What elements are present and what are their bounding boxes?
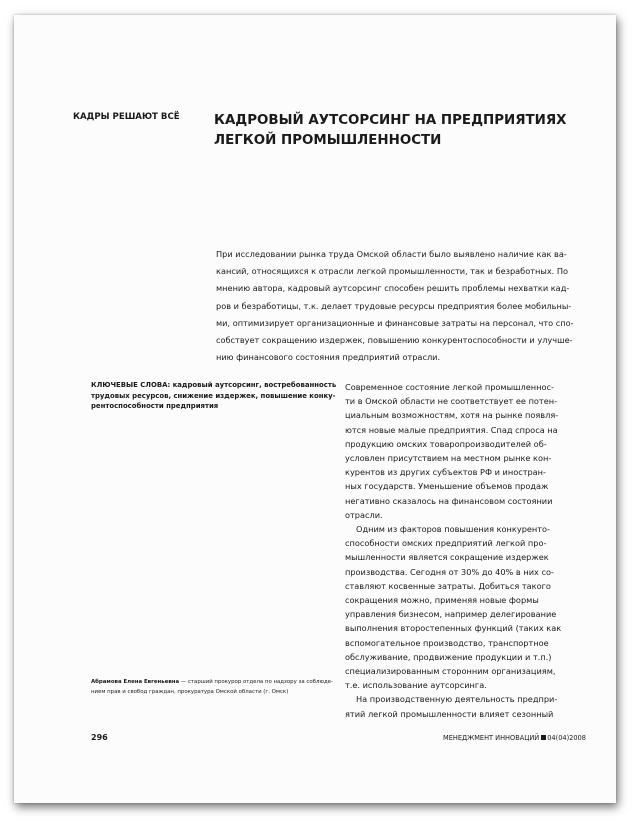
abstract — [216, 246, 592, 366]
body-line: курентов из других субъектов РФ и иностран- — [345, 467, 546, 478]
body-column — [345, 380, 595, 721]
abstract-line: ров и безработицы, т.к. делает трудовые ресурсы предприятия более мобильны- — [216, 300, 572, 311]
keywords-line: рентоспособности предприятия — [91, 402, 219, 411]
body-line: управления бизнесом, например делегирование — [345, 609, 557, 620]
keywords-line: КЛЮЧЕВЫЕ СЛОВА: кадровый аутсорсинг, востребованность — [91, 381, 337, 389]
title-line: ЛЕГКОЙ ПРОМЫШЛЕННОСТИ — [214, 133, 442, 148]
body-line: ются новые малые предприятия. Спад спроса на — [345, 424, 558, 435]
body-line: ных государств. Уменьшение объемов продаж — [345, 481, 549, 492]
body-line: специализированным сторонним организациям, — [345, 666, 556, 677]
body-line: производства. Сегодня от 30% до 40% в них со- — [345, 566, 554, 577]
body-line: выполнения второстепенных функций (таких как — [345, 623, 562, 634]
abstract-line: кансий, относящихся к отрасли легкой промышленности, так и безработных. По — [216, 266, 569, 277]
body-line: ти в Омской области не соответствует ее потен- — [345, 396, 558, 407]
author-description: — старший прокурор отдела по надзору за соблюде- — [179, 679, 333, 685]
author-line: нием прав и свобод граждан, прокуратура Омской области (г. Омск) — [91, 689, 289, 695]
body-line: циальным возможностям, хотя на рынке появля- — [345, 410, 559, 421]
body-line: обслуживание, продвижение продукции и т.п.) — [345, 651, 552, 662]
body-line: т.е. использование аутсорсинга. — [345, 680, 487, 691]
page-number: 296 — [91, 733, 108, 742]
abstract-line: мнению автора, кадровый аутсорсинг способен решить проблемы нехватки кад- — [216, 283, 570, 294]
body-line: сокращения можно, применяя новые формы — [345, 595, 539, 606]
abstract-line: собствует сокращению издержек, повышению конкурентоспособности и улучше- — [216, 335, 573, 346]
body-line: Современное состояние легкой промышленнос- — [345, 382, 554, 392]
abstract-line: При исследовании рынка труда Омской области было выявлено наличие как ва- — [216, 249, 567, 259]
body-line: вспомогательное производство, транспортное — [345, 637, 549, 648]
keywords-block — [91, 380, 337, 412]
author-line — [91, 677, 341, 687]
body-line: способности омских предприятий легкой про- — [345, 538, 547, 549]
body-line: негативно сказалось на финансовом состоянии — [345, 495, 553, 506]
body-line: продукцию омских товаропроизводителей об- — [345, 438, 547, 449]
square-bullet-icon — [541, 735, 546, 740]
body-line: условлен присутствием на местном рынке кон- — [345, 453, 552, 464]
journal-footer — [443, 734, 586, 742]
author-name: Абрамова Елена Евгеньевна — [91, 679, 180, 685]
abstract-line: нию финансового состояния предприятий отрасли. — [216, 352, 441, 363]
abstract-line: ми, оптимизирует организационные и финансовые затраты на персонал, что спо- — [216, 317, 574, 328]
title-line: КАДРОВЫЙ АУТСОРСИНГ НА ПРЕДПРИЯТИЯХ — [214, 113, 567, 128]
journal-issue: 04(04)2008 — [547, 734, 586, 742]
article-title — [214, 111, 574, 151]
body-line: Одним из факторов повышения конкуренто- — [356, 524, 551, 535]
author-note — [91, 677, 341, 697]
journal-name: МЕНЕДЖМЕНТ ИННОВАЦИЙ — [443, 734, 540, 742]
keywords-line: трудовых ресурсов, снижение издержек, повышение конку- — [91, 391, 336, 400]
body-line: ставляют косвенные затраты. Добиться такого — [345, 580, 551, 591]
section-label: КАДРЫ РЕШАЮТ ВСЁ — [73, 112, 180, 122]
body-line: На производственную деятельность предпри- — [356, 694, 558, 705]
body-line: отрасли. — [345, 509, 383, 520]
body-line: мышленности является сокращение издержек — [345, 552, 549, 563]
body-line: ятий легкой промышленности влияет сезонный — [345, 708, 554, 719]
